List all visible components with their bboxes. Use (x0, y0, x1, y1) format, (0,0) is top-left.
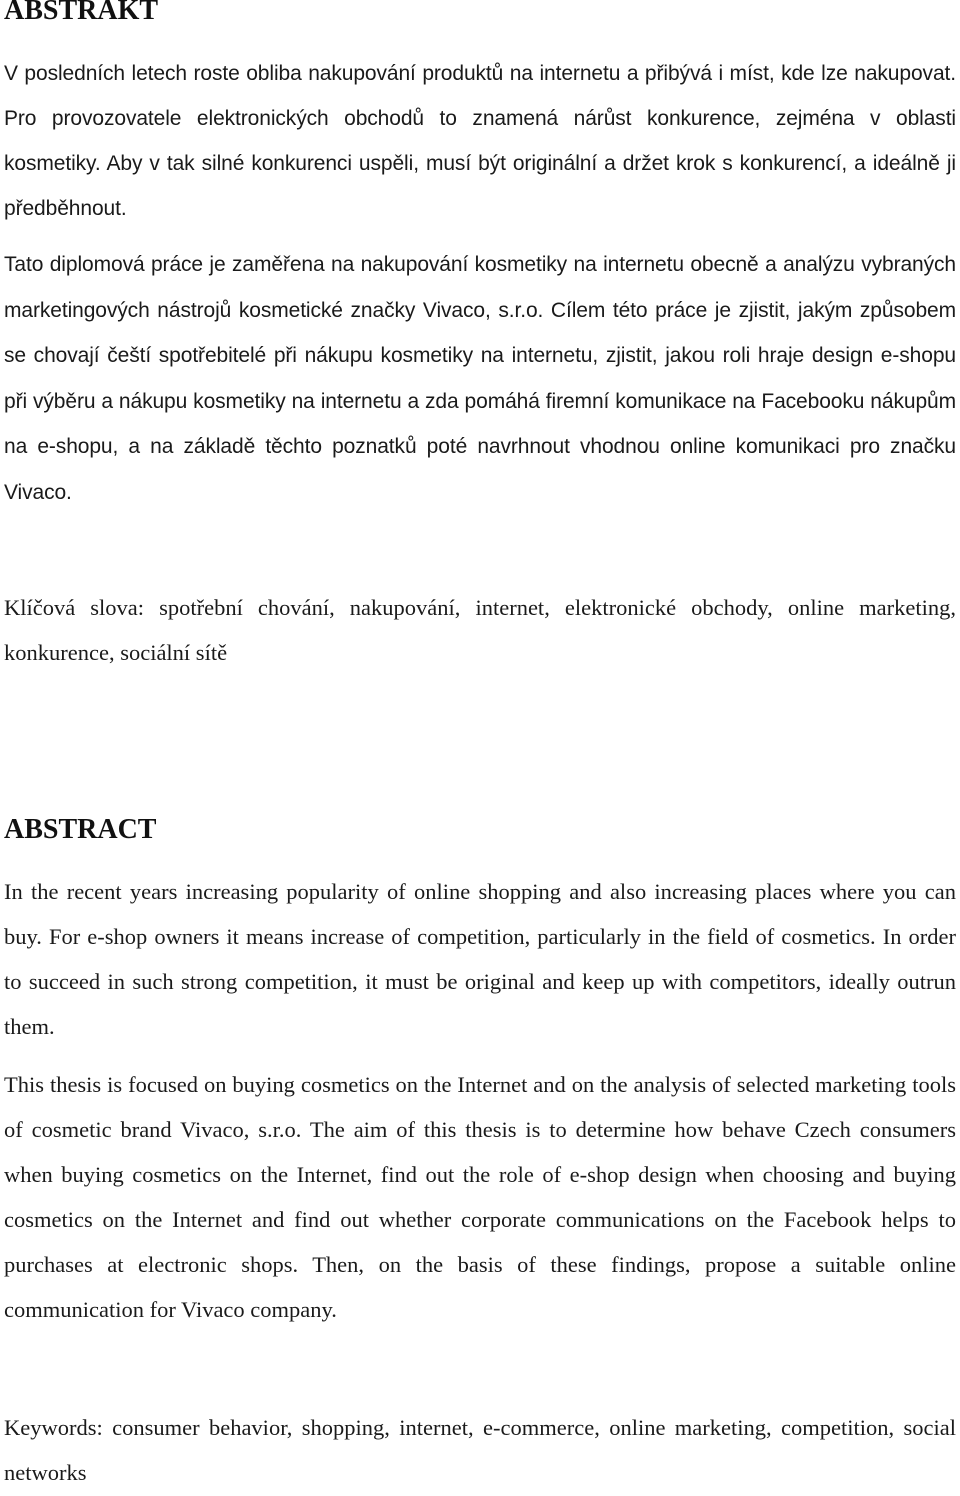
czech-keywords: Klíčová slova: spotřební chování, nakupování, internet, elektronické obchody, online marketing, konkurence, sociální sítě (4, 595, 956, 665)
abstract-heading: ABSTRACT (4, 814, 157, 845)
english-abstract-paragraph-2: This thesis is focused on buying cosmetics on the Internet and on the analysis of selected marketing tools of cosmetic brand Vivaco, s.r.o. The aim of this thesis is to determine how behave Czech consumers when buying cosmetics on the Internet, find out the role of e-shop design when choosing and buying cosmetics on the Internet and find out whether corporate communications on the Facebook helps to purchases at electronic shops. Then, on the basis of these findings, propose a suitable online communication for Vivaco company. (4, 1072, 956, 1322)
czech-abstract-paragraph-1: V posledních letech roste obliba nakupování produktů na internetu a přibývá i míst, kde lze nakupovat. Pro provozovatele elektronických obchodů to znamená nárůst konkurence, zejména v oblasti kosmetiky. Aby v tak silné konkurenci uspěli, musí být originální a držet krok s konkurencí, a ideálně ji předběhnout. (4, 62, 956, 220)
english-abstract-paragraph-1: In the recent years increasing popularity of online shopping and also increasing places where you can buy. For e-shop owners it means increase of competition, particularly in the field of cosmetics. In order to succeed in such strong competition, it must be original and keep up with competitors, ideally outrun them. (4, 879, 956, 1039)
english-keywords: Keywords: consumer behavior, shopping, internet, e-commerce, online marketing, competition, social networks (4, 1415, 956, 1485)
abstrakt-heading: ABSTRAKT (4, 0, 159, 26)
czech-abstract-paragraph-2: Tato diplomová práce je zaměřena na nakupování kosmetiky na internetu obecně a analýzu vybraných marketingových nástrojů kosmetické značky Vivaco, s.r.o. Cílem této práce je zjistit, jakým způsobem se chovají čeští spotřebitelé při nákupu kosmetiky na internetu, zjistit, jakou roli hraje design e-shopu při výběru a nákupu kosmetiky na internetu a zda pomáhá firemní komunikace na Facebooku nákupům na e-shopu, a na základě těchto poznatků poté navrhnout vhodnou online komunikaci pro značku Vivaco. (4, 253, 956, 504)
